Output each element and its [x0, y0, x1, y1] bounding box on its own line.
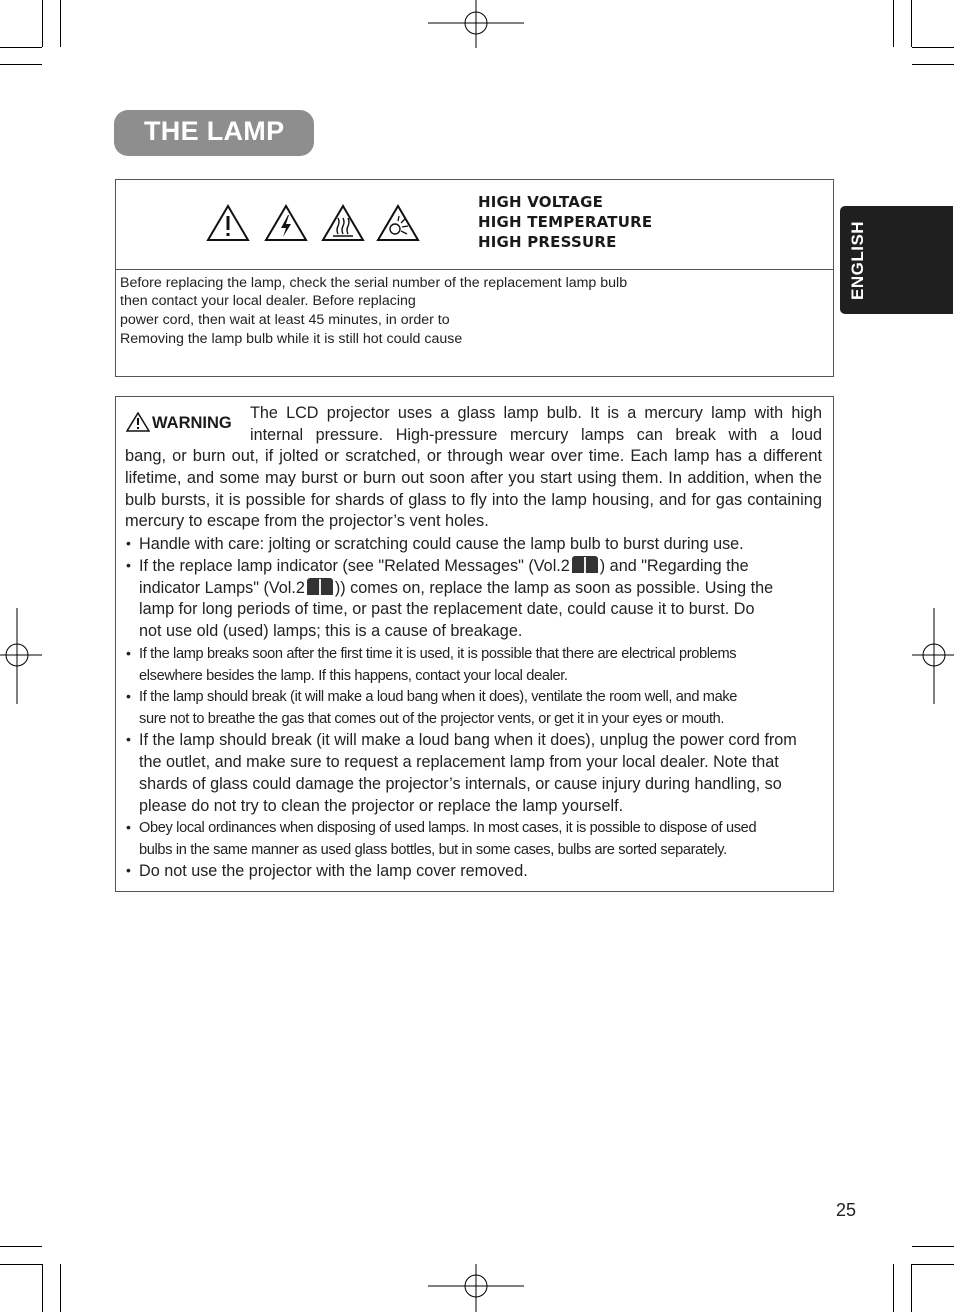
caution-text-line: power cord, then wait at least 45 minutes, in order to — [120, 312, 450, 328]
page-title: THE LAMP — [144, 116, 285, 146]
bullet: • — [126, 862, 131, 878]
bullet-text-line: sure not to breathe the gas that comes out of the projector vents, or get it in your eyes or mouth. — [139, 711, 725, 727]
bullet-text-line: If the lamp breaks soon after the first time it is used, it is possible that there are electrical problems — [139, 646, 737, 662]
bullet-text-segment: indicator Lamps" (Vol.2 — [139, 579, 305, 597]
bullet-text-segment: )) comes on, replace the lamp as soon as possible. Using the — [334, 579, 774, 597]
hazard-label-temperature: HIGH TEMPERATURE — [478, 213, 653, 231]
manual-book-icon — [307, 578, 333, 595]
caution-text-line: Removing the lamp bulb while it is still hot could cause — [120, 331, 463, 347]
page-number: 25 — [836, 1200, 857, 1220]
hazard-box-divider — [115, 269, 834, 270]
bullet: • — [126, 645, 131, 661]
language-tab-label: ENGLISH — [848, 220, 867, 300]
high-voltage-icon — [264, 204, 308, 242]
bullet-text-line: bulbs in the same manner as used glass bottles, but in some cases, bulbs are sorted separately. — [139, 842, 727, 858]
bullet: • — [126, 819, 131, 835]
bullet-text-line: shards of glass could damage the projector’s internals, or cause injury during handling, so — [139, 775, 782, 793]
high-pressure-icon — [376, 204, 420, 242]
bullet-text-line: Obey local ordinances when disposing of used lamps. In most cases, it is possible to dispose of used — [139, 820, 757, 836]
bullet-text-segment: If the replace lamp indicator (see "Related Messages" (Vol.2 — [139, 557, 570, 575]
registration-mark-right — [912, 608, 954, 704]
bullet: • — [126, 731, 131, 747]
bullet-text-line — [139, 578, 773, 598]
registration-mark-top — [428, 0, 524, 48]
bullet-text-line: not use old (used) lamps; this is a cause of breakage. — [139, 622, 523, 640]
caution-text-line: then contact your local dealer. Before replacing — [120, 293, 416, 309]
registration-mark-left — [0, 608, 42, 704]
warning-paragraph: bang, or burn out, if jolted or scratched, or through wear over time. Each lamp has a different lifetime, and some may burst or burn out soon after you start using them. In addition, when the bulb bursts, it is possible for shards of glass to fly into the lamp housing, and for gas containing mercury to escape from the projector’s vent holes. — [125, 447, 822, 531]
caution-text-line: Before replacing the lamp, check the serial number of the replacement lamp bulb — [120, 275, 628, 291]
bullet-text-line: If the lamp should break (it will make a loud bang when it does), ventilate the room well, and make — [139, 689, 738, 705]
bullet-text-line: the outlet, and make sure to request a replacement lamp from your local dealer. Note that — [139, 753, 779, 771]
warning-triangle-icon — [126, 412, 150, 432]
bullet-text-line: elsewhere besides the lamp. If this happens, contact your local dealer. — [139, 668, 568, 684]
bullet-text: Do not use the projector with the lamp cover removed. — [139, 862, 528, 880]
warning-intro-line: The LCD projector uses a glass lamp bulb. It is a mercury lamp with high — [250, 404, 822, 422]
high-temperature-icon — [321, 204, 365, 242]
bullet-text-line: lamp for long periods of time, or past the replacement date, could cause it to burst. Do — [139, 600, 755, 618]
caution-triangle-icon — [206, 204, 250, 242]
bullet-text-line — [139, 556, 749, 576]
warning-label-text: WARNING — [152, 414, 232, 432]
hazard-label-voltage: HIGH VOLTAGE — [478, 193, 604, 211]
manual-book-icon — [572, 556, 598, 573]
bullet-text-line: If the lamp should break (it will make a loud bang when it does), unplug the power cord from — [139, 731, 797, 749]
bullet-text-line: please do not try to clean the projector or replace the lamp yourself. — [139, 797, 624, 815]
bullet: • — [126, 688, 131, 704]
bullet: • — [126, 557, 131, 573]
bullet-text-segment: ) and "Regarding the — [599, 557, 749, 575]
bullet-text: Handle with care: jolting or scratching could cause the lamp bulb to burst during use. — [139, 535, 744, 553]
warning-intro-line: internal pressure. High-pressure mercury lamps can break with a loud — [250, 426, 822, 444]
registration-mark-bottom — [428, 1264, 524, 1312]
bullet: • — [126, 535, 131, 551]
hazard-label-pressure: HIGH PRESSURE — [478, 233, 617, 251]
